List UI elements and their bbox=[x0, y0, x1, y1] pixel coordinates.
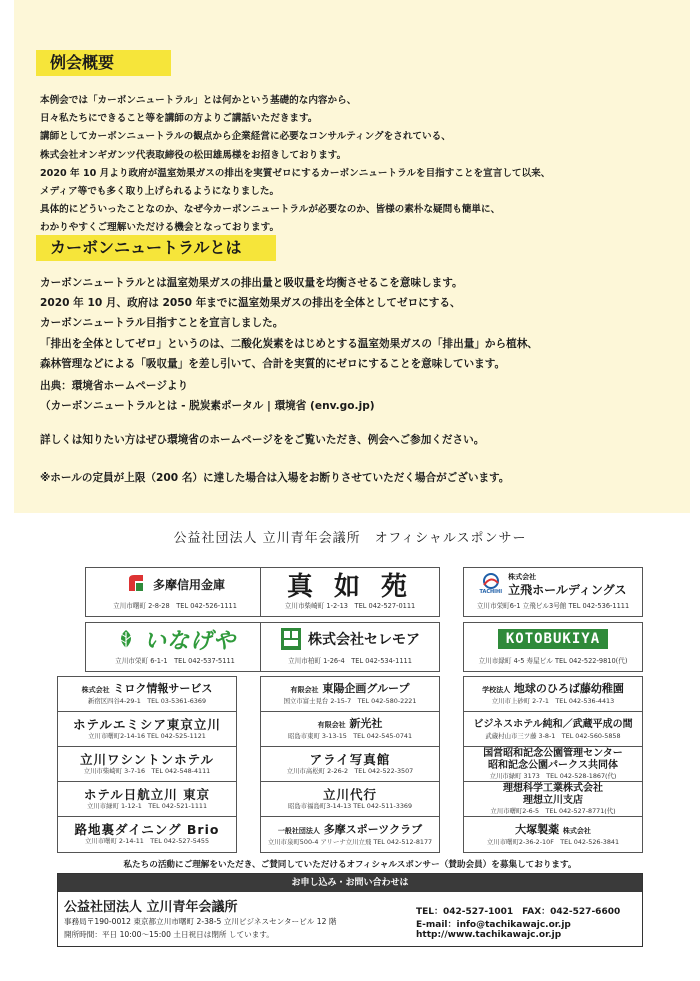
capacity-note: ※ホールの定員が上限（200 名）に達した場合は入場をお断りさせていただく場合がございます。 bbox=[40, 472, 510, 484]
sponsors-title: 公益社団法人 立川青年会議所 オフィシャルスポンサー bbox=[173, 531, 527, 546]
carbon-neutral-heading: カーボンニュートラルとは bbox=[36, 235, 276, 261]
sponsor-showa-kinen-park[interactable]: 国営昭和記念公園管理センター 昭和記念公園パークス共同体 立川市緑町 3173 TEL 042-528-1867(代) bbox=[464, 747, 642, 782]
sponsor-toyo-kikaku[interactable]: 有限会社 東陽企画グループ 国立市富士見台 2-15-7 TEL 042-580-2221 bbox=[261, 677, 439, 712]
sponsor-shinkosha[interactable]: 有限会社 新光社 昭島市東町 3-13-15 TEL 042-545-0741 bbox=[261, 712, 439, 747]
sponsor-tama-sports[interactable]: 一般社団法人 多摩スポーツクラブ 立川市泉町500-4 アリーナ立川立飛 TEL 042-512-8177 bbox=[267, 822, 433, 846]
sponsor-fuji-kindergarten[interactable]: 学校法人 地球のひろば藤幼稚園 立川市上砂町 2-7-1 TEL 042-536-4413 bbox=[464, 677, 642, 712]
detail-text: 詳しくは知りたい方はぜひ環境省のホームページををご覧いただき、例会へご参加ください。 bbox=[40, 434, 485, 446]
sponsor-otsuka[interactable]: 大塚製薬 株式会社 立川市曙町2-36-2-10F TEL 042-526-3841 bbox=[486, 822, 620, 846]
source-citation: 出典：環境省ホームページより （カーボンニュートラルとは - 脱炭素ポータル | 環境省 (env.go.jp) bbox=[40, 380, 375, 412]
event-info-panel bbox=[14, 0, 690, 513]
sponsor-card-tama-shinkin[interactable]: 多摩信用金庫 立川市曙町 2-8-28 TEL 042-526-1111 bbox=[85, 567, 265, 617]
sponsor-brio[interactable]: 路地裏ダイニング Brio 立川市曙町 2-14-11 TEL 042-527-5455 bbox=[74, 822, 220, 845]
tachihi-logo-icon bbox=[480, 573, 502, 589]
contact-box bbox=[57, 873, 643, 947]
carbon-neutral-paragraph: カーボンニュートラルとは温室効果ガスの排出量と吸収量を均衡させるこを意味します。 2020 年 10 月、政府は 2050 年までに温室効果ガスの排出を全体としてゼロにする、 カーボンニュートラル目指すことを宣言しました。 「排出を全体としてゼロ」というのは、二酸化炭素をはじめとする温室効果ガスの「排出量」から植林、 森林管理などによる「吸収量」を差し引いて、合計を実質的にゼロにすることを意味しています。 bbox=[40, 277, 538, 370]
sponsor-card-kotobukiya[interactable]: KOTOBUKIYA 立川市緑町 4-5 寿屋ビル TEL 042-522-9810(代) bbox=[463, 622, 643, 672]
sponsor-business-hotel-junwa[interactable]: ビジネスホテル純和／武蔵平成の間 武蔵村山市三ツ藤 3-8-1 TEL 042-560-5858 bbox=[464, 712, 642, 747]
sponsor-card-shinnyoen[interactable]: 真 如 苑 立川市柴崎町 1-2-13 TEL 042-527-0111 bbox=[260, 567, 440, 617]
contact-website-link[interactable]: http://www.tachikawajc.or.jp bbox=[416, 930, 562, 940]
sponsor-card-inageya[interactable]: いなげや 立川市栄町 6-1-1 TEL 042-537-5111 bbox=[85, 622, 265, 672]
contact-org-name: 公益社団法人 立川青年会議所 bbox=[64, 900, 238, 915]
contact-email-link[interactable]: E-mail：info@tachikawajc.or.jp bbox=[416, 920, 571, 930]
sponsor-list-col3 bbox=[463, 676, 643, 853]
sponsor-tachikawa-daiko[interactable]: 立川代行 昭島市福島町3-14-13 TEL 042-511-3369 bbox=[261, 782, 439, 817]
sponsor-card-seremoa[interactable]: 株式会社セレモア 立川市柏町 1-26-4 TEL 042-534-1111 bbox=[260, 622, 440, 672]
inageya-leaf-icon bbox=[114, 628, 138, 650]
contact-address: 事務局〒190-0012 東京都立川市曙町 2-38-5 立川ビジネスセンタービル 12 階 bbox=[64, 917, 337, 926]
seremoa-logo-icon bbox=[280, 627, 302, 651]
contact-tel-fax[interactable]: TEL：042-527-1001 FAX：042-527-6600 bbox=[416, 907, 621, 917]
sponsor-miroku[interactable]: 株式会社 ミロク情報サービス 新宿区四谷4-29-1 TEL 03-5361-6369 bbox=[58, 677, 236, 712]
tachihi-logo: TACHIHI bbox=[479, 573, 502, 595]
sponsor-recruit-text: 私たちの活動にご理解をいただき、ご賛同していただけるオフィシャルスポンサー（賛助会員）を募集しております。 bbox=[123, 860, 577, 870]
contact-hours: 開所時間：平日 10:00〜15:00 土日祝日は閉所 しています。 bbox=[64, 930, 274, 939]
sponsor-hotel-nikko[interactable]: ホテル日航立川 東京 立川市緑町 1-12-1 TEL 042-521-1111 bbox=[58, 782, 236, 817]
sponsor-riso-kagaku[interactable]: 理想科学工業株式会社 理想立川支店 立川市曙町2-6-5 TEL 042-527-8771(代) bbox=[464, 782, 642, 817]
sponsor-hotel-emisia[interactable]: ホテルエミシア東京立川 立川市曙町2-14-16 TEL 042-525-1121 bbox=[58, 712, 236, 747]
overview-paragraph: 本例会では「カーボンニュートラル」とは何かという基礎的な内容から、 日々私たちにできること等を講師の方よりご講話いただきます。 講師としてカーボンニュートラルの観点から企業経営に必要なコンサルティングをされている、 株式会社オンギガンツ代表取締役の松田雄馬様をお招きしております。 2020 年 10 月より政府が温室効果ガスの排出を実質ゼロにするカーボンニュートラルを目指すことを宣言して以来、 メディア等でも多く取り上げられるようになりました。 具体的にどういったことなのか、なぜ今カーボンニュートラルが必要なのか、皆様の素朴な疑問も簡単に、 わかりやすくご理解いただける機会となっております。 bbox=[40, 95, 551, 234]
sponsor-list-col1 bbox=[57, 676, 237, 853]
tama-shinkin-logo-icon bbox=[125, 573, 147, 595]
overview-heading: 例会概要 bbox=[36, 50, 171, 76]
sponsor-card-tachihi[interactable]: TACHIHI 株式会社 立飛ホールディングス 立川市栄町6-1 立飛ビル3号館 TEL 042-536-1111 bbox=[463, 567, 643, 617]
sponsor-washington-hotel[interactable]: 立川ワシントンホテル 立川市柴崎町 3-7-16 TEL 042-548-4111 bbox=[58, 747, 236, 782]
sponsor-arai-photo[interactable]: アライ写真館 立川市高松町 2-26-2 TEL 042-522-3507 bbox=[261, 747, 439, 782]
sponsor-list-col2 bbox=[260, 676, 440, 853]
contact-header: お申し込み・お問い合わせは bbox=[58, 874, 642, 892]
